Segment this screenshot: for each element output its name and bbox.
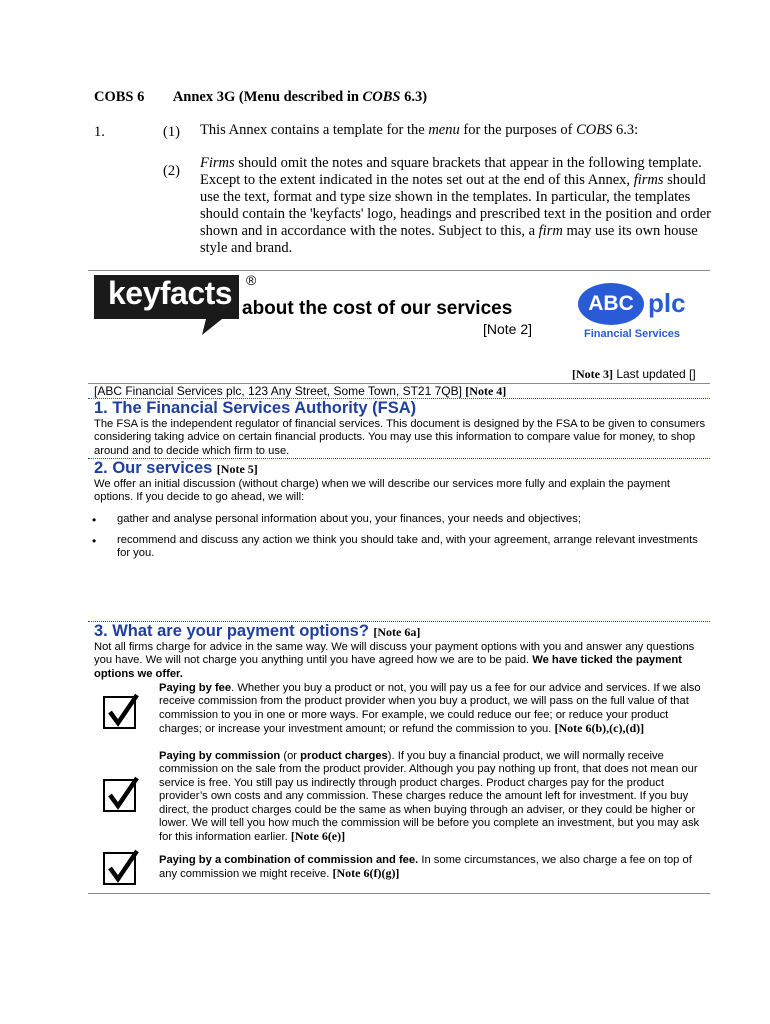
clause-sub-1: (1) xyxy=(163,124,180,140)
section-2-heading-row xyxy=(94,459,258,478)
note-2: [Note 2] xyxy=(483,321,533,337)
registered-mark: ® xyxy=(246,272,257,288)
bullet-1: gather and analyse personal information about you, your finances, your needs and objectives; xyxy=(117,513,581,525)
annex-title: Annex 3G (Menu described in COBS 6.3) xyxy=(172,89,428,105)
section-3-intro: Not all firms charge for advice in the same way. We will discuss your payment options with you and answer any questions you have. We will not charge you anything until you have agreed how we are to be paid. We have ticked the payment options we offer. xyxy=(94,641,695,680)
note-6a: [Note 6a] xyxy=(373,625,421,639)
keyfacts-subtitle: about the cost of our services xyxy=(242,298,513,319)
bullet-2-marker: • xyxy=(92,534,97,548)
abc-text: ABC xyxy=(588,292,634,315)
last-updated: [Note 3] Last updated [] xyxy=(572,367,696,381)
cobs-label: COBS 6 xyxy=(94,89,145,105)
abc-brand-logo xyxy=(578,283,708,343)
bullet-2: recommend and discuss any action we think you should take and, with your agreement, arrange relevant investments for you. xyxy=(117,534,698,560)
option-commission-text: Paying by commission (or product charges). If you buy a financial product, we will normally receive commission on the sale from the product provider. Although you pay nothing up front, that does not mean our service is free. You still pay us indirectly through product charges. Product charges pay for the product provider’s own costs and any commission. These charges reduce the amount left for investment. If you buy direct, the product charges could be the same as when buying through an adviser, or they could be higher or lower. We will tell you how much the commission will be before you complete an investment, but you may ask for this information earlier. [Note 6(e)] xyxy=(159,750,700,844)
clause-text-2: Firms should omit the notes and square brackets that appear in the following template. Except to the extent indicated in the notes set out at the end of this Annex, firms should use the text, format and type size shown in the templates. In particular, the templates should contain the 'keyfacts' logo, headings and prescribed text in the position and order shown and in accordance with the notes. Subject to this, a firm may use its own house style and brand. xyxy=(200,155,711,256)
financial-services-text: Financial Services xyxy=(584,328,680,340)
option-combination-text: Paying by a combination of commission and fee. In some circumstances, we also charge a fee on top of any commission we might receive. [Note 6(f)(g)] xyxy=(159,854,692,881)
section-3-heading-row xyxy=(94,622,420,641)
clause-text-1: This Annex contains a template for the menu for the purposes of COBS 6.3: xyxy=(200,122,639,138)
commission-option-checkbox[interactable] xyxy=(103,779,136,812)
divider-bottom xyxy=(88,893,710,894)
combination-option-checkbox[interactable] xyxy=(103,852,136,885)
option-fee-text: Paying by fee. Whether you buy a product or not, you will pay us a fee for our advice and services. If we also receive commission from the product provider when you buy a product, we will pass on the full value of that commission to you in one or more ways. For example, we could reduce our fee; or reduce your product charges; or increase your investment amount; or refund the commission to you. [Note 6(b),(c),(d)] xyxy=(159,682,701,736)
divider-top xyxy=(88,270,710,271)
plc-text: plc xyxy=(648,288,686,318)
fee-option-checkbox[interactable] xyxy=(103,696,136,729)
abc-oval xyxy=(578,283,644,325)
clause-sub-2: (2) xyxy=(163,163,180,179)
checkmark-icon xyxy=(103,848,143,888)
section-1-heading: 1. The Financial Services Authority (FSA) xyxy=(94,399,417,417)
section-3-number: 3. xyxy=(94,622,108,640)
checkmark-icon xyxy=(103,692,143,732)
clause-number: 1. xyxy=(94,124,105,140)
section-2-heading: 2. Our services xyxy=(94,459,213,477)
section-3-heading: What are your payment options? xyxy=(112,622,369,640)
note-5: [Note 5] xyxy=(216,462,258,476)
firm-address: [ABC Financial Services plc, 123 Any Street, Some Town, ST21 7QB] [Note 4] xyxy=(94,384,507,398)
section-1-body: The FSA is the independent regulator of financial services. This document is designed by the FSA to be given to consumers considering taking advice on certain financial products. You may use this information to compare value for money, to shop around and to decide which firm to use. xyxy=(94,418,706,457)
checkmark-icon xyxy=(103,775,143,815)
bullet-1-marker: • xyxy=(92,513,97,527)
section-2-body: We offer an initial discussion (without charge) when we will describe our services more fully and explain the payment options. If you decide to go ahead, we will: xyxy=(94,478,671,504)
keyfacts-wordmark: keyfacts xyxy=(108,275,233,311)
annex-header xyxy=(94,89,427,106)
keyfacts-logo xyxy=(94,275,239,337)
